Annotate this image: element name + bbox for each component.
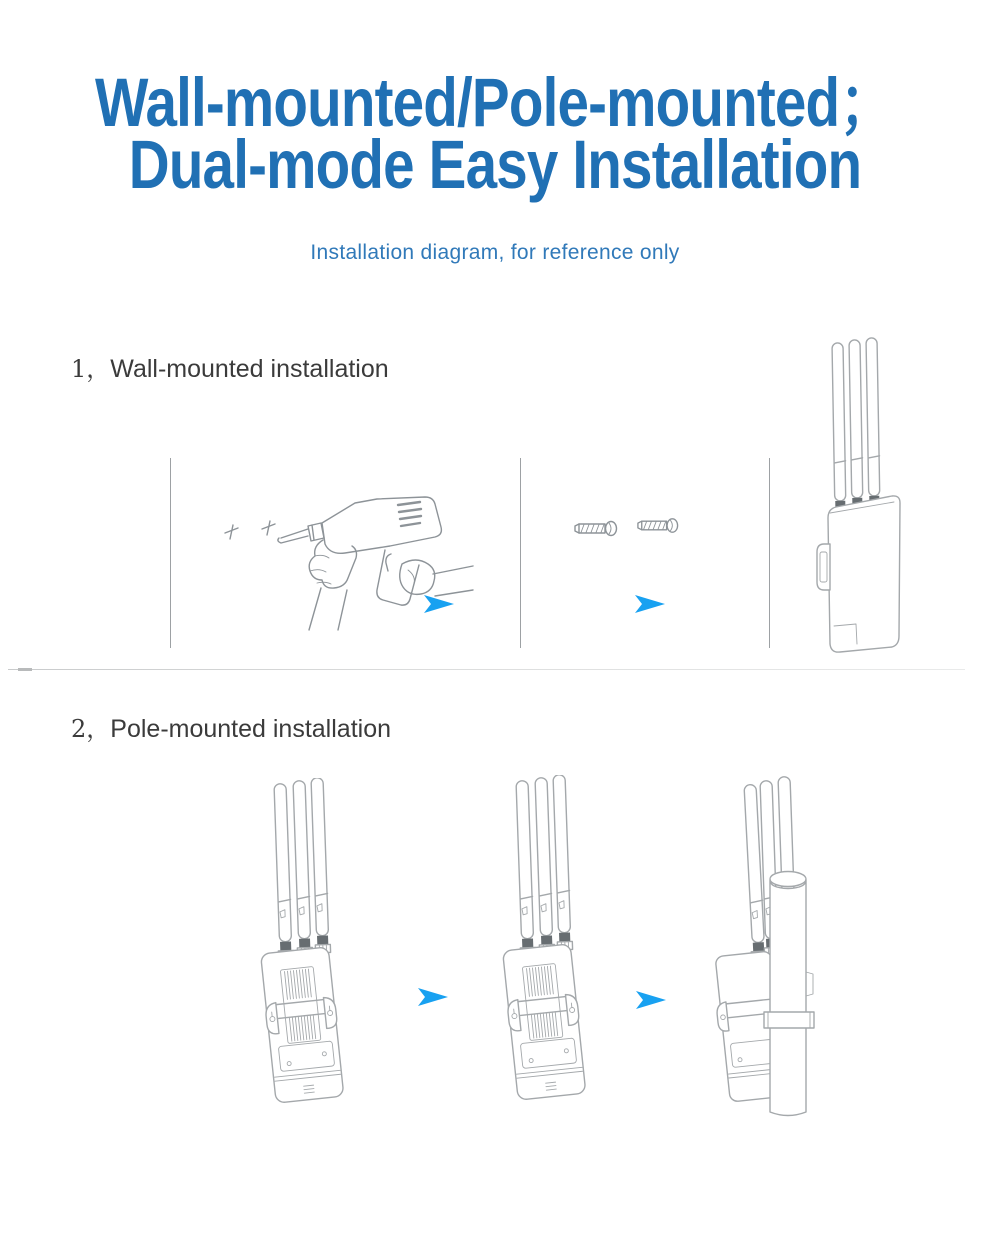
right-arrow-icon xyxy=(424,594,454,614)
panel-divider xyxy=(170,458,171,648)
access-point-on-pole-illustration xyxy=(700,776,895,1118)
section-number: 1， xyxy=(71,355,111,383)
section-number: 2， xyxy=(71,715,111,743)
section-heading-wall-mounted xyxy=(71,349,389,384)
next-step-arrow-icon xyxy=(424,594,454,614)
right-arrow-icon xyxy=(635,594,665,614)
section-divider-tick xyxy=(18,668,32,671)
section-label: Pole-mounted installation xyxy=(110,715,392,743)
panel-divider xyxy=(769,458,770,648)
section-divider xyxy=(8,669,965,670)
screw-icon xyxy=(573,520,619,537)
access-point-on-pole-icon xyxy=(700,776,895,1118)
page-title-line2: Dual-mode Easy Installation xyxy=(128,126,862,203)
section-label: Wall-mounted installation xyxy=(110,355,389,383)
access-point-front-icon xyxy=(804,336,916,654)
panel-divider xyxy=(520,458,521,648)
screw-illustration xyxy=(573,520,619,537)
next-step-arrow-icon xyxy=(418,987,448,1007)
access-point-rear-illustration xyxy=(252,778,352,1110)
access-point-rear-icon xyxy=(252,778,352,1110)
section-heading-pole-mounted xyxy=(71,709,391,744)
right-arrow-icon xyxy=(636,990,666,1010)
next-step-arrow-icon xyxy=(635,594,665,614)
page-title-line1: Wall-mounted/Pole-mounted； xyxy=(94,64,896,141)
right-arrow-icon xyxy=(418,987,448,1007)
access-point-front-illustration xyxy=(804,336,916,654)
access-point-bracket-illustration xyxy=(494,775,594,1107)
access-point-bracket-icon xyxy=(494,775,594,1107)
screw-icon xyxy=(636,517,680,534)
next-step-arrow-icon xyxy=(636,990,666,1010)
screw-illustration xyxy=(636,517,680,534)
page-subtitle: Installation diagram, for reference only xyxy=(310,241,680,264)
page-title xyxy=(0,64,990,203)
